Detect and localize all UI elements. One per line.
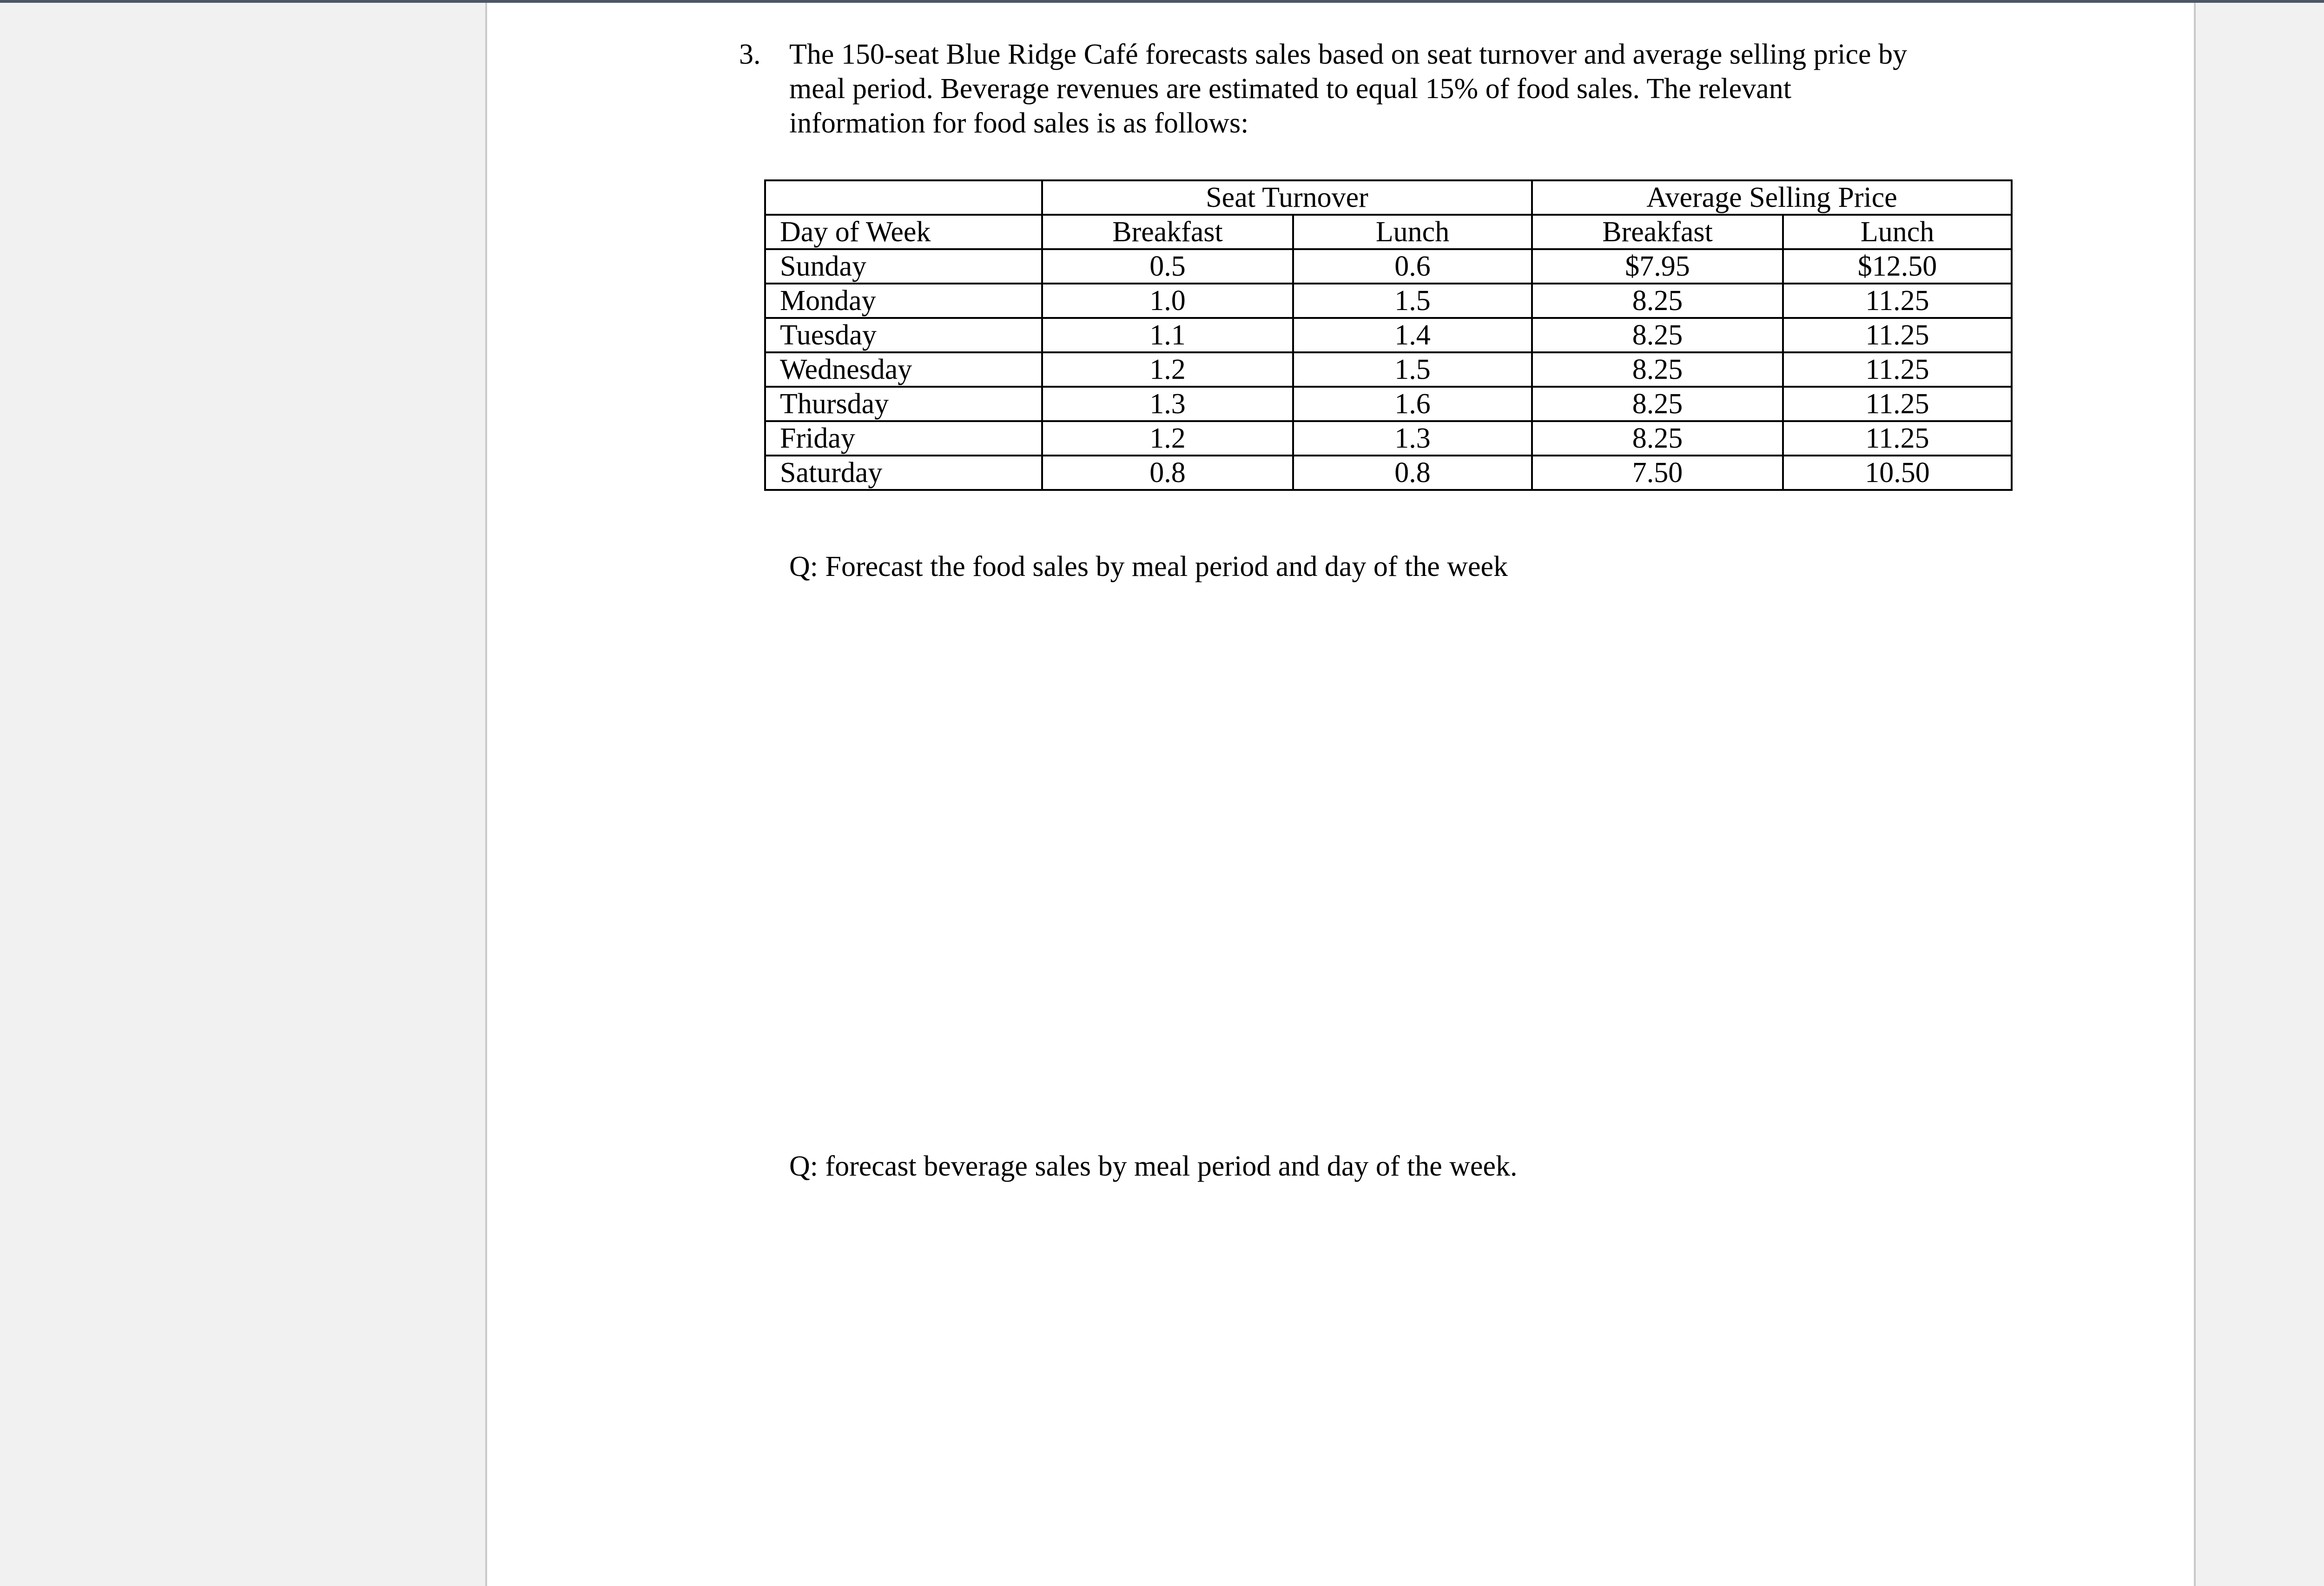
table-cell: 11.25 [1783, 387, 2012, 421]
table-row [765, 284, 2012, 318]
table-cell: 8.25 [1532, 318, 1783, 352]
column-header-price-lunch: Lunch [1783, 215, 2012, 249]
table-cell: 0.5 [1042, 249, 1293, 284]
table-cell: 1.6 [1293, 387, 1532, 421]
problem-number: 3. [739, 39, 761, 70]
sales-data-table [764, 179, 2013, 491]
group-header-average-selling-price: Average Selling Price [1532, 180, 2012, 215]
document-page [485, 3, 2196, 1586]
table-cell: 8.25 [1532, 352, 1783, 387]
problem-statement-line: The 150-seat Blue Ridge Café forecasts sales based on seat turnover and average selling price by [789, 39, 1908, 70]
table-cell: 1.2 [1042, 352, 1293, 387]
table-row [765, 421, 2012, 456]
problem-statement-line: information for food sales is as follows: [789, 107, 1249, 139]
table-header-cell-empty [765, 180, 1042, 215]
table-cell: 1.3 [1042, 387, 1293, 421]
group-header-seat-turnover: Seat Turnover [1042, 180, 1532, 215]
table-cell: 11.25 [1783, 318, 2012, 352]
table-row [765, 249, 2012, 284]
table-cell: 11.25 [1783, 421, 2012, 456]
problem-statement-line: meal period. Beverage revenues are estimated to equal 15% of food sales. The relevant [789, 73, 1791, 105]
table-cell-day: Tuesday [765, 318, 1042, 352]
table-cell: 1.3 [1293, 421, 1532, 456]
table-cell: 0.6 [1293, 249, 1532, 284]
column-header-turnover-breakfast: Breakfast [1042, 215, 1293, 249]
table-cell: $12.50 [1783, 249, 2012, 284]
question-beverage-sales: Q: forecast beverage sales by meal period and day of the week. [789, 1150, 1518, 1182]
table-cell: 10.50 [1783, 456, 2012, 490]
table-cell-day: Sunday [765, 249, 1042, 284]
table-cell-day: Friday [765, 421, 1042, 456]
table-column-header-row [765, 215, 2012, 249]
table-cell: 7.50 [1532, 456, 1783, 490]
table-cell-day: Wednesday [765, 352, 1042, 387]
table-cell: 1.1 [1042, 318, 1293, 352]
table-cell: 8.25 [1532, 421, 1783, 456]
table-cell-day: Monday [765, 284, 1042, 318]
table-cell: 8.25 [1532, 284, 1783, 318]
table-cell: 1.4 [1293, 318, 1532, 352]
table-row [765, 387, 2012, 421]
table-group-header-row [765, 180, 2012, 215]
table-cell: $7.95 [1532, 249, 1783, 284]
column-header-price-breakfast: Breakfast [1532, 215, 1783, 249]
table-cell: 11.25 [1783, 352, 2012, 387]
table-cell: 1.2 [1042, 421, 1293, 456]
table-cell-day: Saturday [765, 456, 1042, 490]
table-cell: 0.8 [1042, 456, 1293, 490]
question-food-sales: Q: Forecast the food sales by meal period and day of the week [789, 551, 1508, 582]
table-cell: 8.25 [1532, 387, 1783, 421]
problem-statement [789, 37, 2044, 140]
table-row [765, 456, 2012, 490]
table-row [765, 318, 2012, 352]
table-cell: 1.5 [1293, 352, 1532, 387]
table-cell: 1.5 [1293, 284, 1532, 318]
table-cell: 0.8 [1293, 456, 1532, 490]
table-cell: 1.0 [1042, 284, 1293, 318]
column-header-turnover-lunch: Lunch [1293, 215, 1532, 249]
column-header-day-of-week: Day of Week [765, 215, 1042, 249]
table-row [765, 352, 2012, 387]
table-cell: 11.25 [1783, 284, 2012, 318]
table-cell-day: Thursday [765, 387, 1042, 421]
